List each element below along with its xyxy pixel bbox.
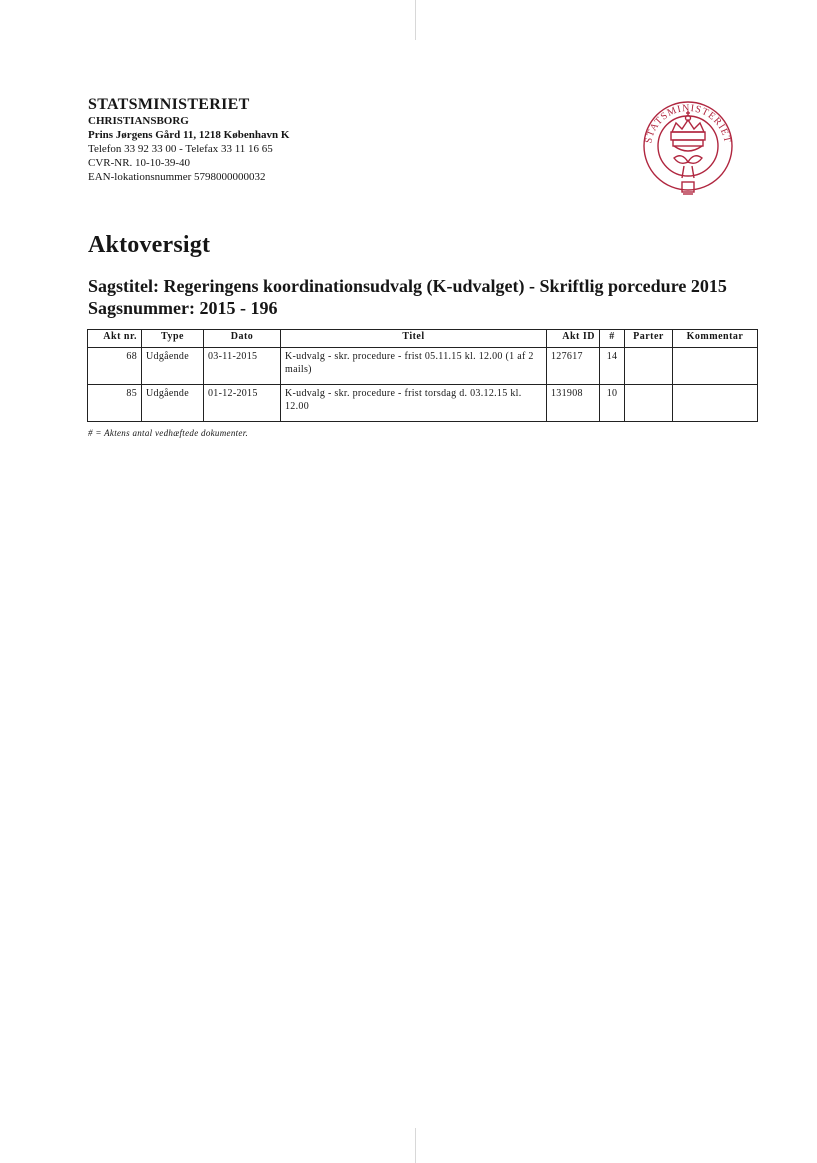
column-header-type: Type: [142, 330, 204, 348]
case-title: Sagstitel: Regeringens koordinationsudvalg (K-udvalget) - Skriftlig porcedure 2015: [88, 276, 727, 296]
cell-dato: 01-12-2015: [204, 385, 281, 422]
column-header-akt-nr: Akt nr.: [88, 330, 142, 348]
cell-akt-nr: 85: [88, 385, 142, 422]
cell-type: Udgående: [142, 385, 204, 422]
table-row: [88, 348, 758, 385]
page-title: Aktoversigt: [88, 232, 211, 258]
seal-text: STATSMINISTERIET: [643, 102, 733, 145]
org-subname: CHRISTIANSBORG: [88, 115, 189, 127]
table-row: [88, 385, 758, 422]
cell-count: 14: [600, 348, 625, 385]
column-header-parter: Parter: [625, 330, 673, 348]
cell-kommentar: [673, 385, 758, 422]
cell-titel: K-udvalg - skr. procedure - frist 05.11.15 kl. 12.00 (1 af 2 mails): [281, 348, 547, 385]
org-ean: EAN-lokationsnummer 5798000000032: [88, 171, 266, 183]
table-header-row: [88, 330, 758, 348]
cell-akt-id: 127617: [547, 348, 600, 385]
column-header-kommentar: Kommentar: [673, 330, 758, 348]
cell-parter: [625, 385, 673, 422]
svg-text:STATSMINISTERIET: [643, 103, 732, 144]
letterhead: [88, 96, 289, 184]
scan-artifact-bottom: [415, 1128, 416, 1163]
cell-titel: K-udvalg - skr. procedure - frist torsdag d. 03.12.15 kl. 12.00: [281, 385, 547, 422]
org-address: Prins Jørgens Gård 11, 1218 København K: [88, 129, 290, 141]
cell-type: Udgående: [142, 348, 204, 385]
column-header-titel: Titel: [281, 330, 547, 348]
cell-dato: 03-11-2015: [204, 348, 281, 385]
org-cvr: CVR-NR. 10-10-39-40: [88, 157, 191, 169]
column-header-akt-id: Akt ID: [547, 330, 600, 348]
cell-akt-nr: 68: [88, 348, 142, 385]
org-name: STATSMINISTERIET: [88, 96, 250, 113]
column-header-dato: Dato: [204, 330, 281, 348]
table-footnote: # = Aktens antal vedhæftede dokumenter.: [88, 428, 249, 438]
column-header-count: #: [600, 330, 625, 348]
case-number: Sagsnummer: 2015 - 196: [88, 298, 278, 318]
org-phone: Telefon 33 92 33 00 - Telefax 33 11 16 65: [88, 143, 273, 155]
cell-count: 10: [600, 385, 625, 422]
cell-kommentar: [673, 348, 758, 385]
cell-akt-id: 131908: [547, 385, 600, 422]
crown-seal-icon: [638, 96, 738, 202]
scan-artifact-top: [415, 0, 416, 40]
document-list-table: [87, 329, 758, 422]
cell-parter: [625, 348, 673, 385]
